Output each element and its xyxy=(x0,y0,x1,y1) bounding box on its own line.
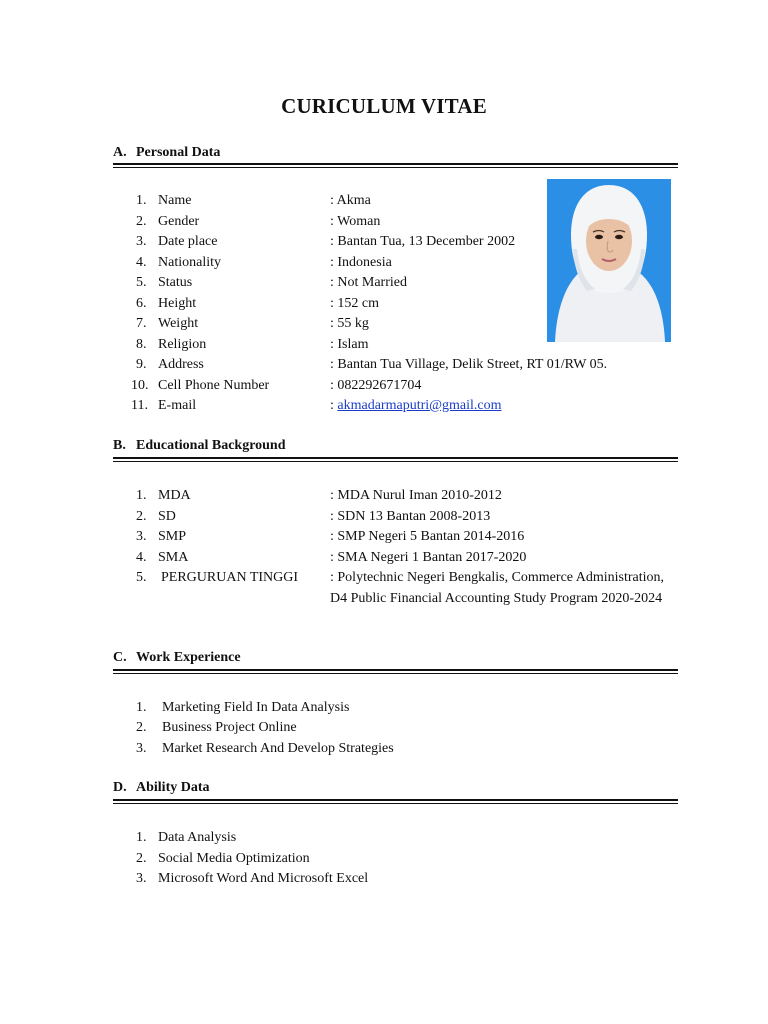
email-colon: : xyxy=(330,398,334,413)
row-number: 7. xyxy=(136,316,147,331)
row-number: 3. xyxy=(136,529,147,544)
row-value: : SMP Negeri 5 Bantan 2014-2016 xyxy=(330,529,525,544)
row-label: SD xyxy=(158,508,176,524)
row-value: : Polytechnic Negeri Bengkalis, Commerce Administration, D4 Public Financial Accounting Study Program 2020-2024 xyxy=(330,570,664,606)
row-number: 1. xyxy=(136,193,147,208)
row-value: : Bantan Tua Village, Delik Street, RT 01/RW 05. xyxy=(330,357,608,372)
row-number: 3. xyxy=(136,871,147,886)
row-value: : SDN 13 Bantan 2008-2013 xyxy=(330,508,491,524)
row-number: 11. xyxy=(131,398,148,413)
row-number: 1. xyxy=(136,488,147,503)
row-label: Market Research And Develop Strategies xyxy=(162,740,394,756)
row-value xyxy=(330,396,502,416)
row-number: 8. xyxy=(136,336,147,352)
section-heading-work-experience xyxy=(113,650,241,666)
section-heading-ability-data xyxy=(113,780,210,796)
row-label: Weight xyxy=(158,316,199,331)
row-number: 2. xyxy=(136,850,147,866)
row-number: 2. xyxy=(136,508,147,524)
row-label: Nationality xyxy=(158,254,221,270)
row-value: : SMA Negeri 1 Bantan 2017-2020 xyxy=(330,549,527,565)
row-value: : MDA Nurul Iman 2010-2012 xyxy=(330,488,502,503)
profile-photo-illustration xyxy=(547,179,671,342)
section-letter: D. xyxy=(113,780,127,795)
row-label: Address xyxy=(158,357,204,372)
row-label: Religion xyxy=(158,336,207,352)
row-label: PERGURUAN TINGGI xyxy=(161,570,299,585)
row-value: : 082292671704 xyxy=(330,377,422,393)
row-value: : 152 cm xyxy=(330,295,379,311)
row-number: 3. xyxy=(136,740,147,756)
row-label: Name xyxy=(158,193,192,208)
row-label: Marketing Field In Data Analysis xyxy=(162,700,350,715)
row-number: 2. xyxy=(136,720,147,735)
row-number: 1. xyxy=(136,700,147,715)
section-heading-personal-data xyxy=(113,145,220,161)
row-number: 1. xyxy=(136,830,147,845)
section-letter: A. xyxy=(113,145,127,160)
row-label: Height xyxy=(158,295,197,311)
row-number: 5. xyxy=(136,275,147,290)
row-number: 5. xyxy=(136,570,147,585)
row-value: : 55 kg xyxy=(330,316,369,331)
row-label: Status xyxy=(158,275,193,290)
row-label: SMP xyxy=(158,529,187,544)
section-title: Ability Data xyxy=(136,780,210,795)
row-label: Gender xyxy=(158,213,200,229)
email-link[interactable]: akmadarmaputri@gmail.com xyxy=(337,398,502,413)
row-number: 9. xyxy=(136,357,147,372)
row-label: Social Media Optimization xyxy=(158,850,310,866)
section-title: Educational Background xyxy=(136,438,286,453)
education-row-perguruan-tinggi xyxy=(0,568,768,630)
row-label: SMA xyxy=(158,549,189,565)
row-number: 4. xyxy=(136,549,147,565)
row-number: 3. xyxy=(136,234,147,249)
row-label: E-mail xyxy=(158,398,197,413)
row-label: Microsoft Word And Microsoft Excel xyxy=(158,871,369,886)
row-value: : Akma xyxy=(330,193,371,208)
row-label: Data Analysis xyxy=(158,830,237,845)
row-number: 10. xyxy=(131,377,149,393)
row-number: 2. xyxy=(136,213,147,229)
row-number: 6. xyxy=(136,295,147,311)
section-heading-educational-background xyxy=(113,438,286,454)
section-letter: C. xyxy=(113,650,127,665)
row-number: 4. xyxy=(136,254,147,270)
row-label: MDA xyxy=(158,488,191,503)
section-letter: B. xyxy=(113,438,126,453)
row-label: Business Project Online xyxy=(162,720,297,735)
row-label: Date place xyxy=(158,234,218,249)
page-title: CURICULUM VITAE xyxy=(281,94,487,118)
section-title: Work Experience xyxy=(136,650,241,665)
row-value: : Islam xyxy=(330,336,369,352)
row-value: : Indonesia xyxy=(330,254,392,270)
profile-photo xyxy=(547,179,671,342)
row-value: : Not Married xyxy=(330,275,407,290)
row-value: : Woman xyxy=(330,213,381,229)
row-value: : Bantan Tua, 13 December 2002 xyxy=(330,234,516,249)
section-title: Personal Data xyxy=(136,145,221,160)
row-label: Cell Phone Number xyxy=(158,377,270,393)
